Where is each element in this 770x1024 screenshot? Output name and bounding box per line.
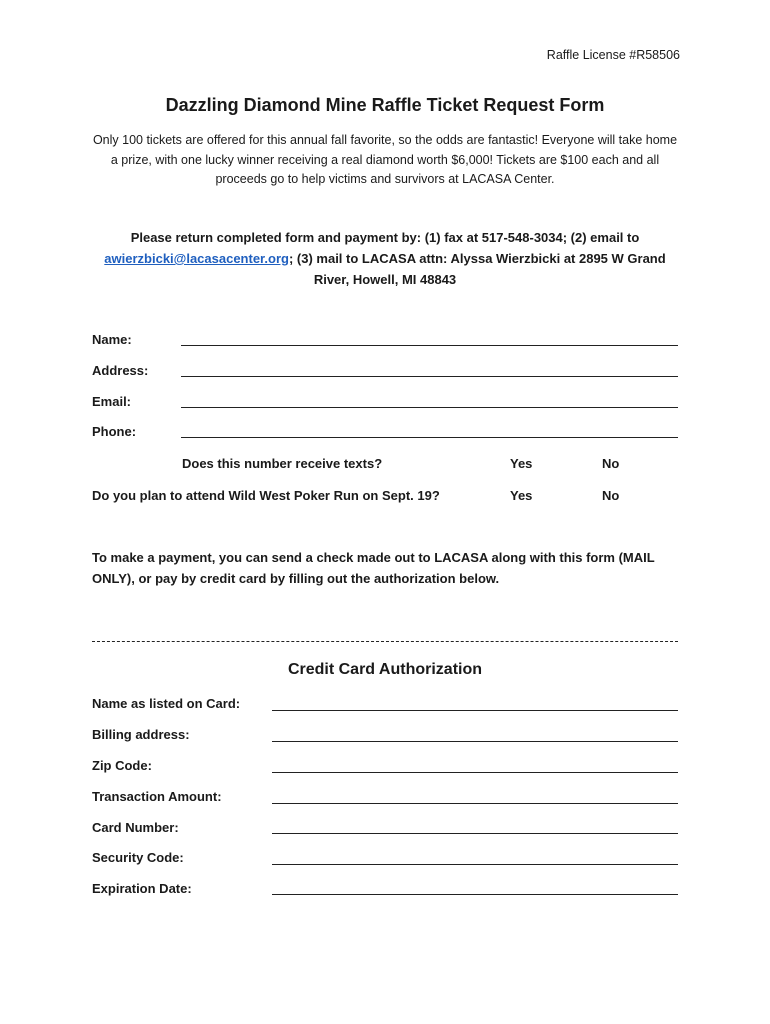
poker-no-option[interactable]: No	[602, 488, 620, 503]
card-number-label: Card Number:	[92, 820, 179, 835]
card-number-field-line[interactable]	[272, 833, 678, 834]
cut-line-divider	[92, 641, 678, 642]
texts-yes-option[interactable]: Yes	[510, 456, 533, 471]
payment-instructions: To make a payment, you can send a check made out to LACASA along with this form (MAIL ONLY), or pay by credit card by filling out the authorization below.	[92, 550, 655, 586]
transaction-amount-field-line[interactable]	[272, 803, 678, 804]
zip-code-field-line[interactable]	[272, 772, 678, 773]
poker-run-question: Do you plan to attend Wild West Poker Run on Sept. 19?	[92, 488, 440, 503]
texts-question: Does this number receive texts?	[182, 456, 383, 471]
billing-address-label: Billing address:	[92, 727, 190, 742]
intro-paragraph: Only 100 tickets are offered for this annual fall favorite, so the odds are fantastic! Everyone will take home a prize, with one lucky winner receiving a real diamond worth $6,000! Tickets are $100 each and all proceeds go to help victims and survivors at LACASA Center.	[92, 133, 678, 186]
form-title: Dazzling Diamond Mine Raffle Ticket Request Form	[165, 95, 605, 115]
security-code-label: Security Code:	[92, 850, 184, 865]
address-label: Address:	[92, 363, 149, 378]
return-instructions-part2: ; (3) mail to LACASA attn: Alyssa Wierzbicki at 2895 W Grand River, Howell, MI 48843	[288, 251, 666, 287]
security-code-field-line[interactable]	[272, 864, 678, 865]
return-instructions-part1: Please return completed form and payment by: (1) fax at 517-548-3034; (2) email to	[130, 230, 640, 245]
expiration-date-field-line[interactable]	[272, 894, 678, 895]
phone-label: Phone:	[92, 424, 137, 439]
name-label: Name:	[92, 332, 132, 347]
name-field-line[interactable]	[181, 345, 678, 346]
email-link[interactable]: awierzbicki@lacasacenter.org	[104, 251, 289, 266]
expiration-date-label: Expiration Date:	[92, 881, 192, 896]
raffle-license-number: Raffle License #R58506	[546, 48, 680, 62]
email-label: Email:	[92, 394, 132, 409]
address-field-line[interactable]	[181, 376, 678, 377]
name-on-card-field-line[interactable]	[272, 710, 678, 711]
return-instructions	[92, 227, 678, 290]
credit-card-title: Credit Card Authorization	[287, 661, 483, 678]
zip-code-label: Zip Code:	[92, 758, 152, 773]
email-field-line[interactable]	[181, 407, 678, 408]
texts-no-option[interactable]: No	[602, 456, 620, 471]
transaction-amount-label: Transaction Amount:	[92, 789, 222, 804]
poker-yes-option[interactable]: Yes	[510, 488, 533, 503]
phone-field-line[interactable]	[181, 437, 678, 438]
name-on-card-label: Name as listed on Card:	[92, 696, 241, 711]
billing-address-field-line[interactable]	[272, 741, 678, 742]
